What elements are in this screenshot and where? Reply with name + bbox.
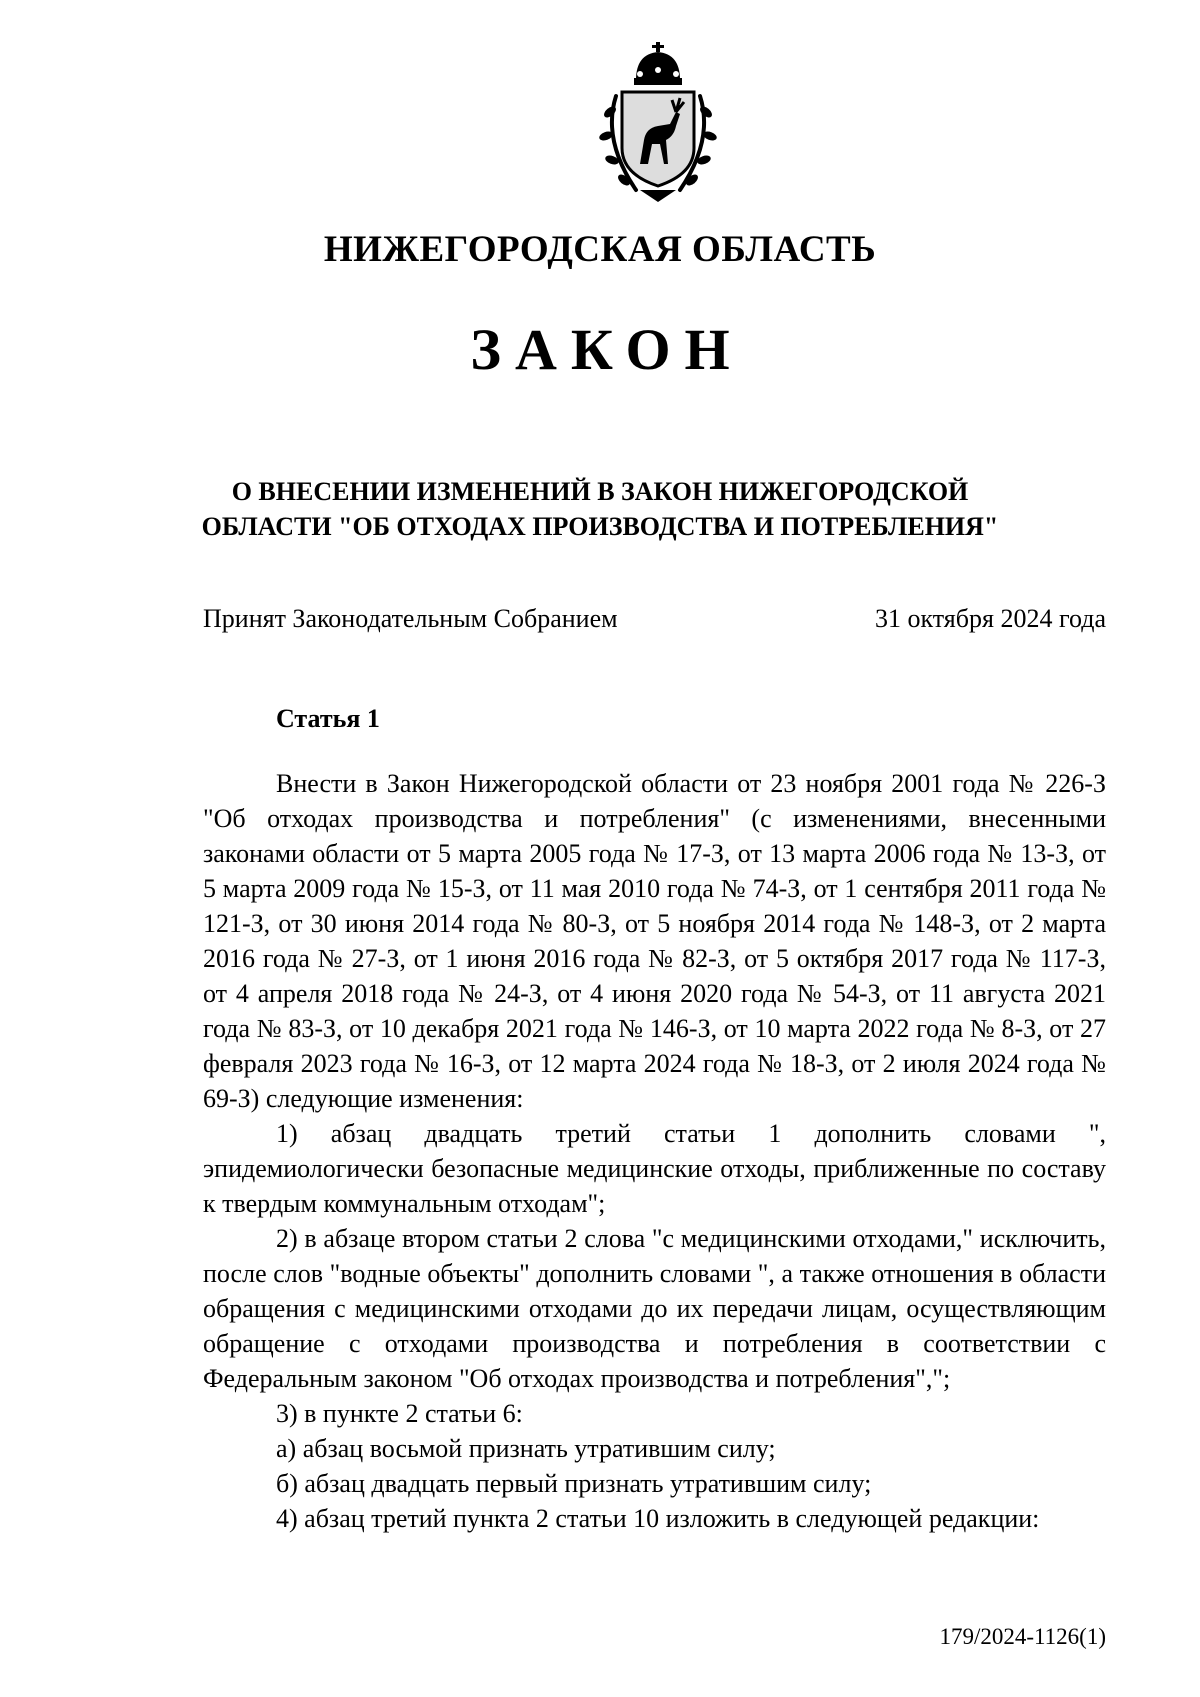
paragraph: 4) абзац третий пункта 2 статьи 10 изложить в следующей редакции: <box>276 1504 1040 1533</box>
document-code: 179/2024-1126(1) <box>939 1624 1106 1649</box>
law-title <box>0 474 1200 544</box>
region-title: НИЖЕГОРОДСКАЯ ОБЛАСТЬ <box>323 229 877 270</box>
paragraph: Внести в Закон Нижегородской области от 23 ноября 2001 года № 226-З "Об отходах производства и потребления" (с изменениями, внесенными законами области от 5 марта 2005 года № 17-З, от 13 марта 2006 года № 13-З, от 5 марта 2009 года № 15-З, от 11 мая 2010 года № 74-З, от 1 сентября 2011 года № 121-З, от 30 июня 2014 года № 80-З, от 5 ноября 2014 года № 148-З, от 2 марта 2016 года № 27-З, от 1 июня 2016 года № 82-З, от 5 октября 2017 года № 117-З, от 4 апреля 2018 года № 24-З, от 4 июня 2020 года № 54-З, от 11 августа 2021 года № 83-З, от 10 декабря 2021 года № 146-З, от 10 марта 2022 года № 8-З, от 27 февраля 2023 года № 16-З, от 12 марта 2024 года № 18-З, от 2 июля 2024 года № 69-З) следующие изменения: <box>203 769 1106 1113</box>
coat-of-arms-icon <box>596 40 720 206</box>
adoption-date: 31 октября 2024 года <box>875 604 1106 633</box>
paragraph: б) абзац двадцать первый признать утратившим силу; <box>276 1469 872 1498</box>
paragraph: а) абзац восьмой признать утратившим силу; <box>276 1434 776 1463</box>
document-type: ЗАКОН <box>470 317 744 382</box>
paragraph: 3) в пункте 2 статьи 6: <box>276 1399 523 1428</box>
paragraph: 1) абзац двадцать третий статьи 1 дополнить словами ", эпидемиологически безопасные медицинские отходы, приближенные по составу к твердым коммунальным отходам"; <box>203 1119 1106 1218</box>
article-body <box>203 766 1106 1536</box>
law-title-line: ОБЛАСТИ "ОБ ОТХОДАХ ПРОИЗВОДСТВА И ПОТРЕБЛЕНИЯ" <box>201 512 999 541</box>
law-title-line: О ВНЕСЕНИИ ИЗМЕНЕНИЙ В ЗАКОН НИЖЕГОРОДСКОЙ <box>231 477 969 506</box>
paragraph: 2) в абзаце втором статьи 2 слова "с медицинскими отходами," исключить, после слов "водные объекты" дополнить словами ", а также отношения в области обращения с медицинскими отходами до их передачи лицам, осуществляющим обращение с отходами производства и потребления в соответствии с Федеральным законом "Об отходах производства и потребления","; <box>203 1224 1106 1393</box>
adopted-by: Принят Законодательным Собранием <box>203 604 618 633</box>
article-heading: Статья 1 <box>276 704 380 733</box>
